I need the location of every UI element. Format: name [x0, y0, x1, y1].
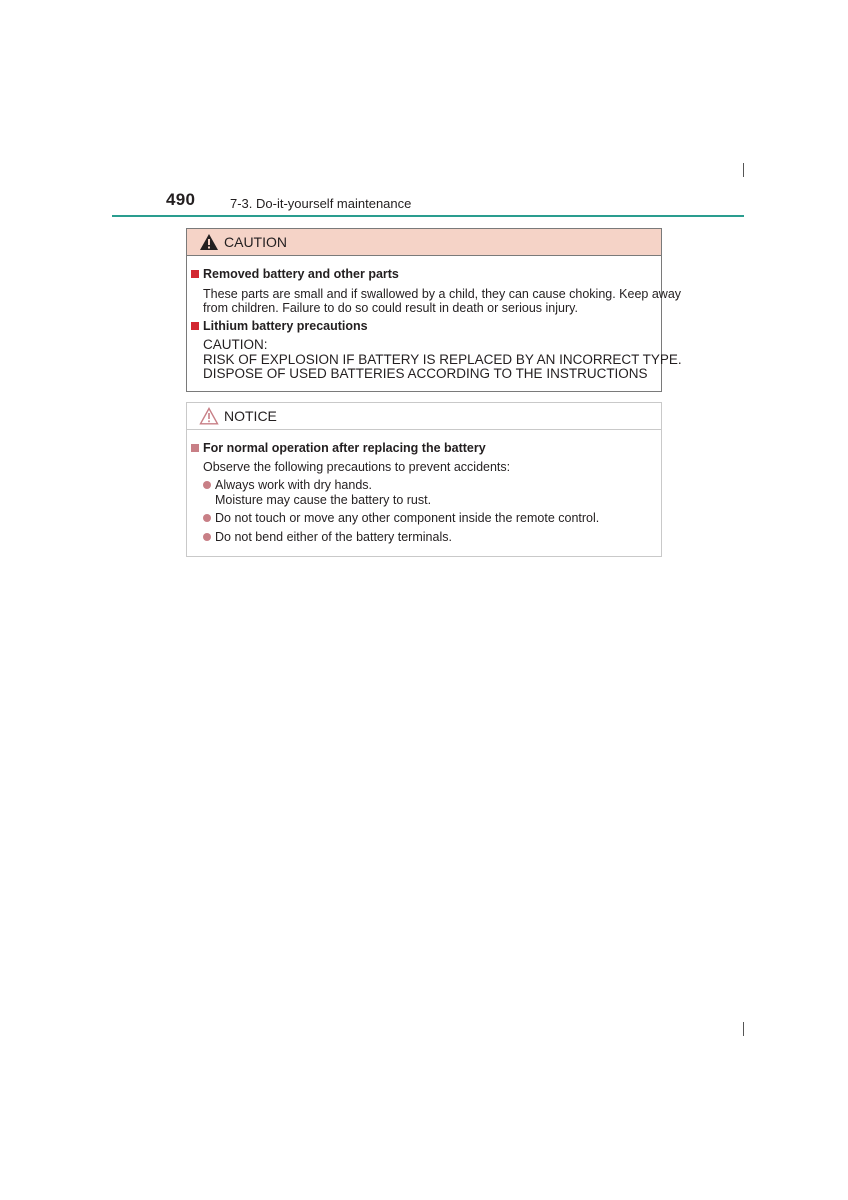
list-item-subtext: Moisture may cause the battery to rust. [215, 493, 432, 507]
round-bullet-icon [203, 514, 211, 522]
caution-box [186, 228, 682, 392]
square-bullet-icon [191, 444, 199, 452]
caution-item-text-line: DISPOSE OF USED BATTERIES ACCORDING TO THE INSTRUCTIONS [203, 366, 648, 381]
list-item: Do not bend either of the battery terminals. [203, 530, 452, 545]
caution-item-heading: Lithium battery precautions [191, 319, 368, 333]
caution-item-text-line: These parts are small and if swallowed by a child, they can cause choking. Keep away [203, 287, 682, 301]
notice-heading: For normal operation after replacing the battery [191, 441, 486, 455]
square-bullet-icon [191, 270, 199, 278]
crop-mark-bottom [743, 1022, 744, 1036]
caution-item-text-line: RISK OF EXPLOSION IF BATTERY IS REPLACED BY AN INCORRECT TYPE. [203, 352, 682, 367]
notice-intro: Observe the following precautions to prevent accidents: [203, 460, 511, 474]
list-item: Always work with dry hands. [203, 478, 372, 493]
page-header [166, 190, 746, 214]
round-bullet-icon [203, 481, 211, 489]
warning-triangle-outline-icon [199, 407, 219, 425]
warning-triangle-icon [199, 233, 219, 251]
caution-header [187, 229, 661, 256]
notice-header [187, 403, 661, 430]
caution-item-heading: Removed battery and other parts [191, 267, 399, 281]
page-number: 490 [166, 190, 196, 209]
caution-item-text-line: from children. Failure to do so could result in death or serious injury. [203, 301, 578, 315]
caution-item-text-line: CAUTION: [203, 337, 268, 352]
round-bullet-icon [203, 533, 211, 541]
notice-label: NOTICE [224, 408, 277, 424]
square-bullet-icon [191, 322, 199, 330]
crop-mark-top [743, 163, 744, 177]
list-item: Do not touch or move any other component inside the remote control. [203, 511, 599, 526]
header-rule [112, 215, 744, 217]
caution-label: CAUTION [224, 234, 287, 250]
notice-box [186, 402, 662, 557]
section-title: 7-3. Do-it-yourself maintenance [230, 196, 412, 211]
